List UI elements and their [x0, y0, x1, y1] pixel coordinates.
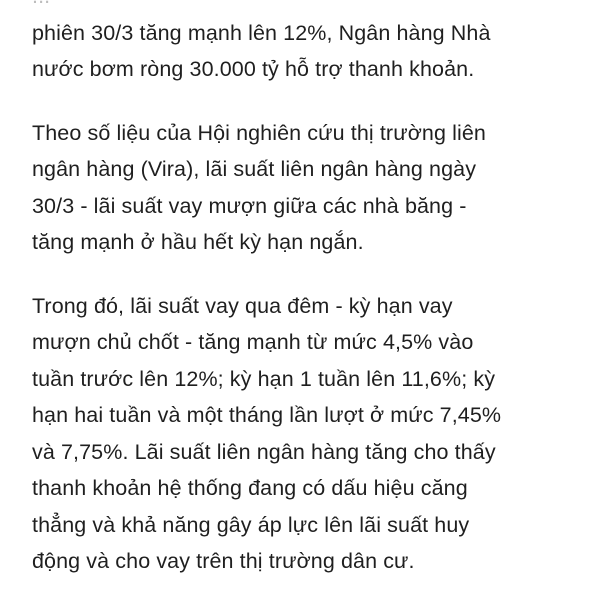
article-body [32, 0, 572, 607]
paragraph-line: thanh khoản hệ thống đang có dấu hiệu căng [32, 476, 468, 500]
paragraph-line: phiên 30/3 tăng mạnh lên 12%, Ngân hàng Nhà [32, 20, 491, 45]
article-paragraph-1 [32, 0, 572, 88]
paragraph-line: hạn hai tuần và một tháng lần lượt ở mức 7,45% [32, 403, 502, 427]
article-paragraph-2 [32, 115, 572, 261]
paragraph-line: tuần trước lên 12%; kỳ hạn 1 tuần lên 11,6%; kỳ [32, 366, 496, 391]
paragraph-line: mượn chủ chốt - tăng mạnh từ mức 4,5% vào [32, 330, 474, 354]
paragraph-line: tăng mạnh ở hầu hết kỳ hạn ngắn. [32, 230, 364, 254]
paragraph-line: và 7,75%. Lãi suất liên ngân hàng tăng cho thấy [32, 439, 496, 464]
paragraph-line: ngân hàng (Vira), lãi suất liên ngân hàng ngày [32, 157, 477, 181]
paragraph-line [32, 0, 572, 15]
paragraph-line: động và cho vay trên thị trường dân cư. [32, 549, 415, 573]
paragraph-line: nước bơm ròng 30.000 tỷ hỗ trợ thanh khoản. [32, 57, 475, 81]
paragraph-line: Trong đó, lãi suất vay qua đêm - kỳ hạn vay [32, 293, 453, 318]
paragraph-line: thẳng và khả năng gây áp lực lên lãi suất huy [32, 512, 470, 537]
article-paragraph-3 [32, 288, 572, 580]
paragraph-line: Theo số liệu của Hội nghiên cứu thị trường liên [32, 120, 486, 145]
paragraph-line: 30/3 - lãi suất vay mượn giữa các nhà băng - [32, 193, 467, 218]
